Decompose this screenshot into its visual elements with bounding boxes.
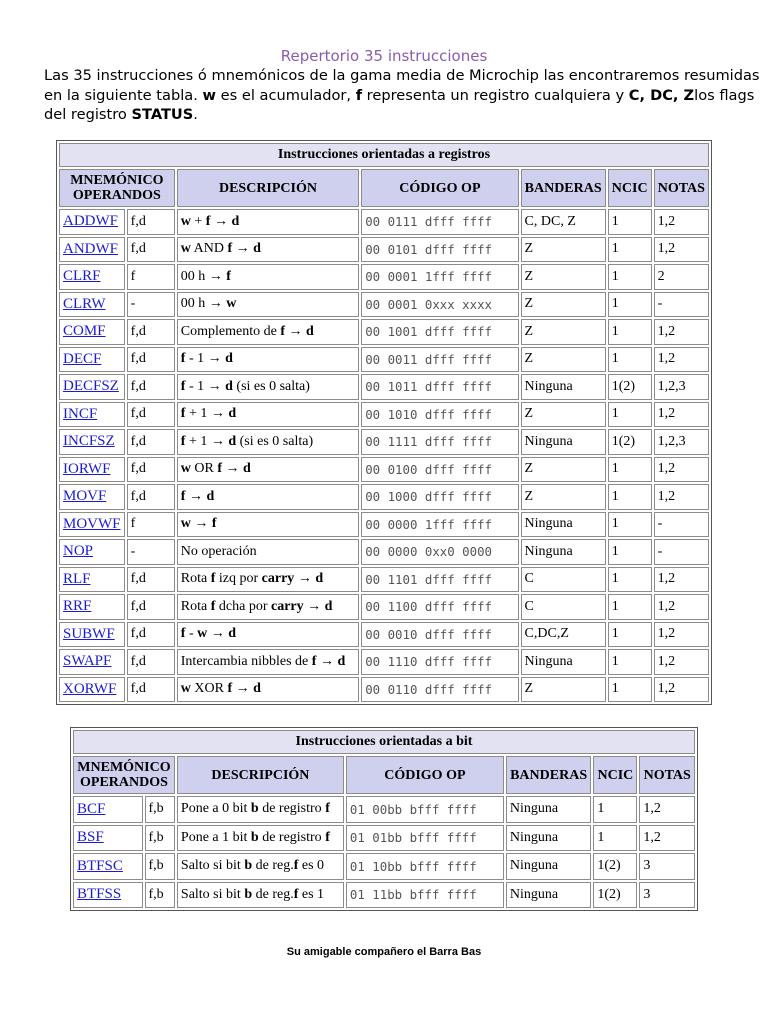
mnemonic-cell: [59, 484, 125, 510]
bit-table-header: [73, 756, 695, 794]
operands-cell: f,d: [127, 567, 175, 593]
mnemonic-cell: [59, 237, 125, 263]
notes-cell: 1,2: [654, 347, 709, 373]
flags-cell: C,DC,Z: [521, 622, 606, 648]
description-cell: w AND f → d: [177, 237, 359, 263]
opcode-cell: 00 1101 dfff ffff: [361, 567, 518, 593]
description-cell: w XOR f → d: [177, 677, 359, 703]
notes-cell: 1,2: [639, 796, 695, 823]
operands-cell: f,d: [127, 484, 175, 510]
opcode-cell: 00 1010 dfff ffff: [361, 402, 518, 428]
ncic-cell: 1: [608, 457, 652, 483]
mnemonic-cell: [59, 594, 125, 620]
notes-cell: 1,2: [654, 402, 709, 428]
flags-cell: Z: [521, 264, 606, 290]
description-cell: 00 h → f: [177, 264, 359, 290]
ncic-cell: 1: [608, 264, 652, 290]
description-cell: Pone a 0 bit b de registro f: [177, 796, 344, 823]
description-cell: Complemento de f → d: [177, 319, 359, 345]
ncic-cell: 1: [608, 512, 652, 538]
mnemonic-link-subwf[interactable]: SUBWF: [63, 625, 115, 642]
operands-cell: f,d: [127, 402, 175, 428]
mnemonic-link-btfsc[interactable]: BTFSC: [77, 857, 123, 874]
operands-cell: f,d: [127, 622, 175, 648]
mnemonic-cell: [59, 622, 125, 648]
opcode-cell: 00 0001 0xxx xxxx: [361, 292, 518, 318]
notes-cell: 1,2: [654, 319, 709, 345]
opcode-cell: 00 0001 1fff ffff: [361, 264, 518, 290]
opcode-cell: 00 1110 dfff ffff: [361, 649, 518, 675]
table-row: [59, 539, 709, 565]
operands-cell: f,d: [127, 237, 175, 263]
mnemonic-link-xorwf[interactable]: XORWF: [63, 680, 117, 697]
notes-cell: -: [654, 512, 709, 538]
mnemonic-link-swapf[interactable]: SWAPF: [63, 653, 112, 670]
mnemonic-link-iorwf[interactable]: IORWF: [63, 460, 111, 477]
operands-cell: f,d: [127, 209, 175, 235]
table-row: [59, 512, 709, 538]
ncic-cell: 1: [608, 347, 652, 373]
mnemonic-cell: [59, 457, 125, 483]
opcode-cell: 00 1001 dfff ffff: [361, 319, 518, 345]
table-row: [73, 825, 695, 852]
table-row: [59, 429, 709, 455]
table-row: [59, 567, 709, 593]
mnemonic-link-addwf[interactable]: ADDWF: [63, 213, 118, 230]
bit-instructions-table: [70, 727, 698, 911]
header-ncic: NCIC: [608, 169, 652, 207]
opcode-cell: 00 1100 dfff ffff: [361, 594, 518, 620]
mnemonic-cell: [59, 292, 125, 318]
flags-cell: Z: [521, 347, 606, 373]
flags-cell: Z: [521, 402, 606, 428]
header-flags: BANDERAS: [506, 756, 592, 794]
header-mnemonic: MNEMÓNICO OPERANDOS: [73, 756, 175, 794]
ncic-cell: 1(2): [608, 374, 652, 400]
mnemonic-link-clrf[interactable]: CLRF: [63, 268, 101, 285]
notes-cell: 1,2: [654, 209, 709, 235]
header-opcode: CÓDIGO OP: [361, 169, 518, 207]
notes-cell: -: [654, 292, 709, 318]
table-row: [73, 882, 695, 909]
opcode-cell: 00 1000 dfff ffff: [361, 484, 518, 510]
description-cell: Rota f dcha por carry → d: [177, 594, 359, 620]
description-cell: f - w → d: [177, 622, 359, 648]
header-notes: NOTAS: [639, 756, 695, 794]
mnemonic-link-btfss[interactable]: BTFSS: [77, 886, 122, 903]
opcode-cell: 01 11bb bfff ffff: [346, 882, 504, 909]
table-row: [59, 622, 709, 648]
mnemonic-cell: [59, 429, 125, 455]
flags-cell: Z: [521, 292, 606, 318]
ncic-cell: 1: [593, 825, 637, 852]
opcode-cell: 00 0110 dfff ffff: [361, 677, 518, 703]
register-table-header: [59, 169, 709, 207]
operands-cell: f,d: [127, 649, 175, 675]
notes-cell: 3: [639, 853, 695, 880]
table-row: [59, 594, 709, 620]
opcode-cell: 01 01bb bfff ffff: [346, 825, 504, 852]
table-row: [59, 457, 709, 483]
flags-cell: Z: [521, 319, 606, 345]
operands-cell: f,d: [127, 319, 175, 345]
operands-cell: f,b: [145, 882, 175, 909]
header-flags: BANDERAS: [521, 169, 606, 207]
notes-cell: 1,2: [654, 484, 709, 510]
mnemonic-cell: [59, 319, 125, 345]
register-table-title: Instrucciones orientadas a registros: [59, 143, 709, 167]
ncic-cell: 1: [608, 539, 652, 565]
ncic-cell: 1: [608, 402, 652, 428]
flags-cell: Ninguna: [521, 649, 606, 675]
notes-cell: 1,2,3: [654, 429, 709, 455]
mnemonic-link-decfsz[interactable]: DECFSZ: [63, 378, 119, 395]
table-row: [73, 853, 695, 880]
ncic-cell: 1: [608, 319, 652, 345]
operands-cell: f,b: [145, 796, 175, 823]
page-title: Repertorio 35 instrucciones: [280, 47, 488, 65]
opcode-cell: 00 0101 dfff ffff: [361, 237, 518, 263]
opcode-cell: 00 0000 1fff ffff: [361, 512, 518, 538]
ncic-cell: 1: [608, 594, 652, 620]
operands-cell: f: [127, 264, 175, 290]
description-cell: f - 1 → d (si es 0 salta): [177, 374, 359, 400]
mnemonic-link-rlf[interactable]: RLF: [63, 570, 91, 587]
operands-cell: f,d: [127, 347, 175, 373]
opcode-cell: 00 0011 dfff ffff: [361, 347, 518, 373]
header-ncic: NCIC: [593, 756, 637, 794]
flags-cell: Z: [521, 457, 606, 483]
operands-cell: f,d: [127, 594, 175, 620]
mnemonic-cell: [73, 796, 143, 823]
description-cell: w OR f → d: [177, 457, 359, 483]
mnemonic-cell: [59, 677, 125, 703]
opcode-cell: 00 0010 dfff ffff: [361, 622, 518, 648]
ncic-cell: 1: [608, 622, 652, 648]
notes-cell: 2: [654, 264, 709, 290]
table-row: [59, 649, 709, 675]
ncic-cell: 1: [608, 484, 652, 510]
description-cell: Intercambia nibbles de f → d: [177, 649, 359, 675]
description-cell: w + f → d: [177, 209, 359, 235]
ncic-cell: 1: [608, 567, 652, 593]
description-cell: Rota f izq por carry → d: [177, 567, 359, 593]
header-notes: NOTAS: [654, 169, 709, 207]
mnemonic-link-incf[interactable]: INCF: [63, 405, 98, 422]
header-opcode: CÓDIGO OP: [346, 756, 504, 794]
table-row: [59, 319, 709, 345]
opcode-cell: 01 10bb bfff ffff: [346, 853, 504, 880]
mnemonic-cell: [59, 264, 125, 290]
mnemonic-cell: [59, 567, 125, 593]
mnemonic-cell: [59, 209, 125, 235]
header-description: DESCRIPCIÓN: [177, 169, 359, 207]
flags-cell: Ninguna: [521, 512, 606, 538]
mnemonic-link-bcf[interactable]: BCF: [77, 800, 106, 817]
opcode-cell: 00 0000 0xx0 0000: [361, 539, 518, 565]
mnemonic-link-decf[interactable]: DECF: [63, 350, 102, 367]
mnemonic-link-comf[interactable]: COMF: [63, 323, 106, 340]
mnemonic-link-incfsz[interactable]: INCFSZ: [63, 433, 115, 450]
notes-cell: 3: [639, 882, 695, 909]
ncic-cell: 1: [608, 677, 652, 703]
notes-cell: 1,2: [654, 649, 709, 675]
mnemonic-cell: [59, 512, 125, 538]
opcode-cell: 01 00bb bfff ffff: [346, 796, 504, 823]
ncic-cell: 1: [608, 209, 652, 235]
bit-table-title: Instrucciones orientadas a bit: [73, 730, 695, 754]
flags-cell: Z: [521, 237, 606, 263]
flags-cell: Z: [521, 484, 606, 510]
ncic-cell: 1(2): [608, 429, 652, 455]
mnemonic-cell: [59, 374, 125, 400]
flags-cell: Ninguna: [506, 825, 592, 852]
table-row: [59, 402, 709, 428]
notes-cell: 1,2: [654, 677, 709, 703]
header-mnemonic: MNEMÓNICO OPERANDOS: [59, 169, 175, 207]
mnemonic-link-movf[interactable]: MOVF: [63, 488, 107, 505]
mnemonic-link-bsf[interactable]: BSF: [77, 829, 104, 846]
flags-cell: Ninguna: [521, 374, 606, 400]
mnemonic-link-clrw[interactable]: CLRW: [63, 295, 106, 312]
operands-cell: f,d: [127, 374, 175, 400]
flags-cell: Z: [521, 677, 606, 703]
mnemonic-link-nop[interactable]: NOP: [63, 543, 94, 560]
description-cell: w → f: [177, 512, 359, 538]
ncic-cell: 1: [593, 796, 637, 823]
mnemonic-link-andwf[interactable]: ANDWF: [63, 240, 118, 257]
table-row: [73, 796, 695, 823]
table-row: [59, 374, 709, 400]
description-cell: f + 1 → d: [177, 402, 359, 428]
notes-cell: 1,2: [654, 237, 709, 263]
mnemonic-cell: [59, 649, 125, 675]
description-cell: f → d: [177, 484, 359, 510]
ncic-cell: 1(2): [593, 853, 637, 880]
description-cell: f - 1 → d: [177, 347, 359, 373]
ncic-cell: 1(2): [593, 882, 637, 909]
operands-cell: f,b: [145, 853, 175, 880]
mnemonic-cell: [59, 402, 125, 428]
table-row: [59, 347, 709, 373]
register-instructions-table: [56, 140, 712, 705]
flags-cell: Ninguna: [506, 796, 592, 823]
notes-cell: 1,2: [654, 622, 709, 648]
ncic-cell: 1: [608, 649, 652, 675]
description-cell: Salto si bit b de reg.f es 1: [177, 882, 344, 909]
opcode-cell: 00 1011 dfff ffff: [361, 374, 518, 400]
description-cell: No operación: [177, 539, 359, 565]
mnemonic-cell: [73, 882, 143, 909]
notes-cell: 1,2: [654, 594, 709, 620]
description-cell: Salto si bit b de reg.f es 0: [177, 853, 344, 880]
operands-cell: f,d: [127, 677, 175, 703]
description-cell: 00 h → w: [177, 292, 359, 318]
operands-cell: -: [127, 292, 175, 318]
notes-cell: 1,2,3: [654, 374, 709, 400]
notes-cell: 1,2: [639, 825, 695, 852]
notes-cell: 1,2: [654, 457, 709, 483]
opcode-cell: 00 0111 dfff ffff: [361, 209, 518, 235]
flags-cell: C: [521, 594, 606, 620]
opcode-cell: 00 0100 dfff ffff: [361, 457, 518, 483]
description-cell: Pone a 1 bit b de registro f: [177, 825, 344, 852]
footer-text: Su amigable compañero el Barra Bas: [286, 946, 482, 958]
ncic-cell: 1: [608, 237, 652, 263]
description-cell: f + 1 → d (si es 0 salta): [177, 429, 359, 455]
table-row: [59, 292, 709, 318]
header-description: DESCRIPCIÓN: [177, 756, 344, 794]
table-row: [59, 209, 709, 235]
intro-paragraph: Las 35 instrucciones ó mnemónicos de la gama media de Microchip las encontraremos resumidas en la siguiente tabla. w es el acumulador, f representa un registro cualquiera y C, DC, Zlos flags del registro STATUS.: [44, 67, 760, 123]
operands-cell: f,d: [127, 429, 175, 455]
mnemonic-link-rrf[interactable]: RRF: [63, 598, 92, 615]
mnemonic-cell: [73, 853, 143, 880]
ncic-cell: 1: [608, 292, 652, 318]
flags-cell: C: [521, 567, 606, 593]
flags-cell: Ninguna: [506, 882, 592, 909]
opcode-cell: 00 1111 dfff ffff: [361, 429, 518, 455]
flags-cell: Ninguna: [521, 539, 606, 565]
operands-cell: f: [127, 512, 175, 538]
table-row: [59, 237, 709, 263]
mnemonic-link-movwf[interactable]: MOVWF: [63, 515, 121, 532]
flags-cell: C, DC, Z: [521, 209, 606, 235]
operands-cell: f,b: [145, 825, 175, 852]
flags-cell: Ninguna: [521, 429, 606, 455]
mnemonic-cell: [59, 539, 125, 565]
notes-cell: -: [654, 539, 709, 565]
flags-cell: Ninguna: [506, 853, 592, 880]
operands-cell: f,d: [127, 457, 175, 483]
operands-cell: -: [127, 539, 175, 565]
notes-cell: 1,2: [654, 567, 709, 593]
table-row: [59, 677, 709, 703]
mnemonic-cell: [59, 347, 125, 373]
mnemonic-cell: [73, 825, 143, 852]
table-row: [59, 264, 709, 290]
table-row: [59, 484, 709, 510]
